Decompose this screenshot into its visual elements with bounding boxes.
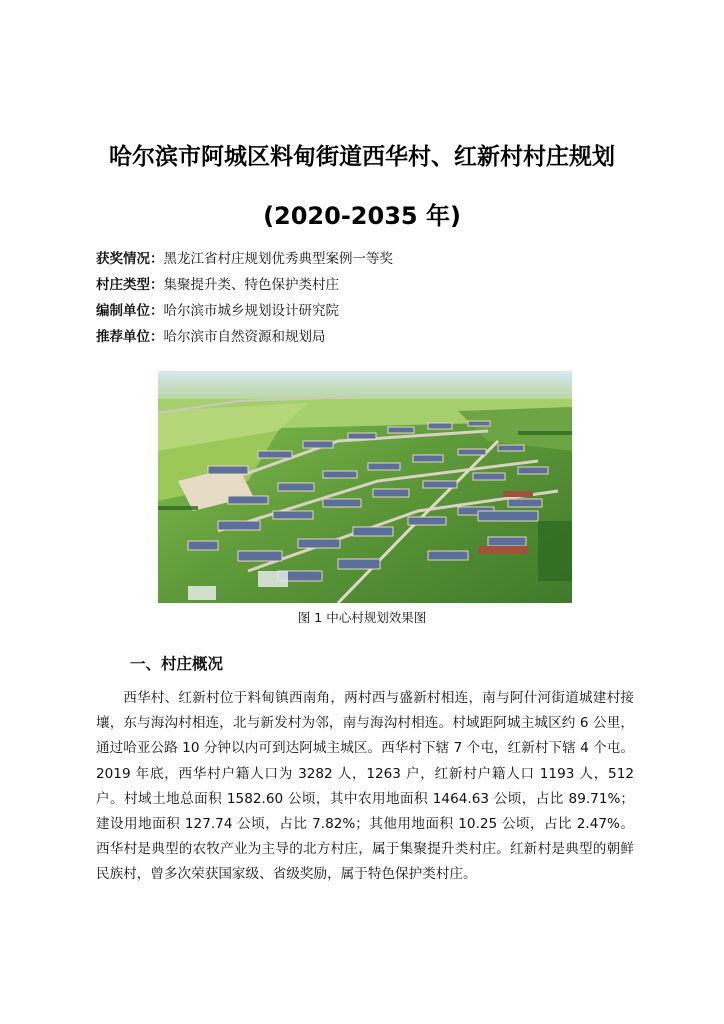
section-heading: 一、村庄概况: [130, 655, 224, 673]
village-type-label: 村庄类型：: [96, 277, 164, 293]
recommender-value: 哈尔滨市自然资源和规划局: [163, 329, 326, 345]
document-title: 哈尔滨市阿城区料甸街道西华村、红新村村庄规划: [109, 144, 615, 170]
recommender-row: [96, 324, 393, 350]
village-type-value: 集聚提升类、特色保护类村庄: [163, 277, 339, 293]
compiler-label: 编制单位：: [96, 303, 164, 319]
figure-caption: 图 1 中心村规划效果图: [297, 610, 427, 625]
document-title-years: (2020-2035 年): [263, 202, 461, 230]
project-info: [96, 246, 393, 350]
compiler-value: 哈尔滨市城乡规划设计研究院: [163, 303, 339, 319]
village-aerial-rendering: [158, 371, 572, 603]
section-body-paragraph: 西华村、红新村位于料甸镇西南角，两村西与盛新村相连，南与阿什河街道城建村接壤，东与海沟村相连，北与新发村为邻，南与海沟村相连。村域距阿城主城区约 6 公里，通过哈亚公路 10 分钟以内可到达阿城主城区。西华村下辖 7 个屯，红新村下辖 4 个屯。2019 年底，西华村户籍人口为 3282 人，1263 户，红新村户籍人口 1193 人，512 户。村域土地总面积 1582.60 公顷，其中农用地面积 1464.63 公顷，占比 89.71%；建设用地面积 127.74 公顷，占比 7.82%；其他用地面积 10.25 公顷，占比 2.47%。西华村是典型的农牧产业为主导的北方村庄，属于集聚提升类村庄。红新村是典型的朝鲜民族村，曾多次荣获国家级、省级奖励，属于特色保护类村庄。: [96, 690, 634, 883]
compiler-row: [96, 298, 393, 324]
award-label: 获奖情况：: [96, 251, 164, 267]
award-value: 黑龙江省村庄规划优秀典型案例一等奖: [163, 251, 393, 267]
village-type-row: [96, 272, 393, 298]
award-row: [96, 246, 393, 272]
recommender-label: 推荐单位：: [96, 329, 164, 345]
